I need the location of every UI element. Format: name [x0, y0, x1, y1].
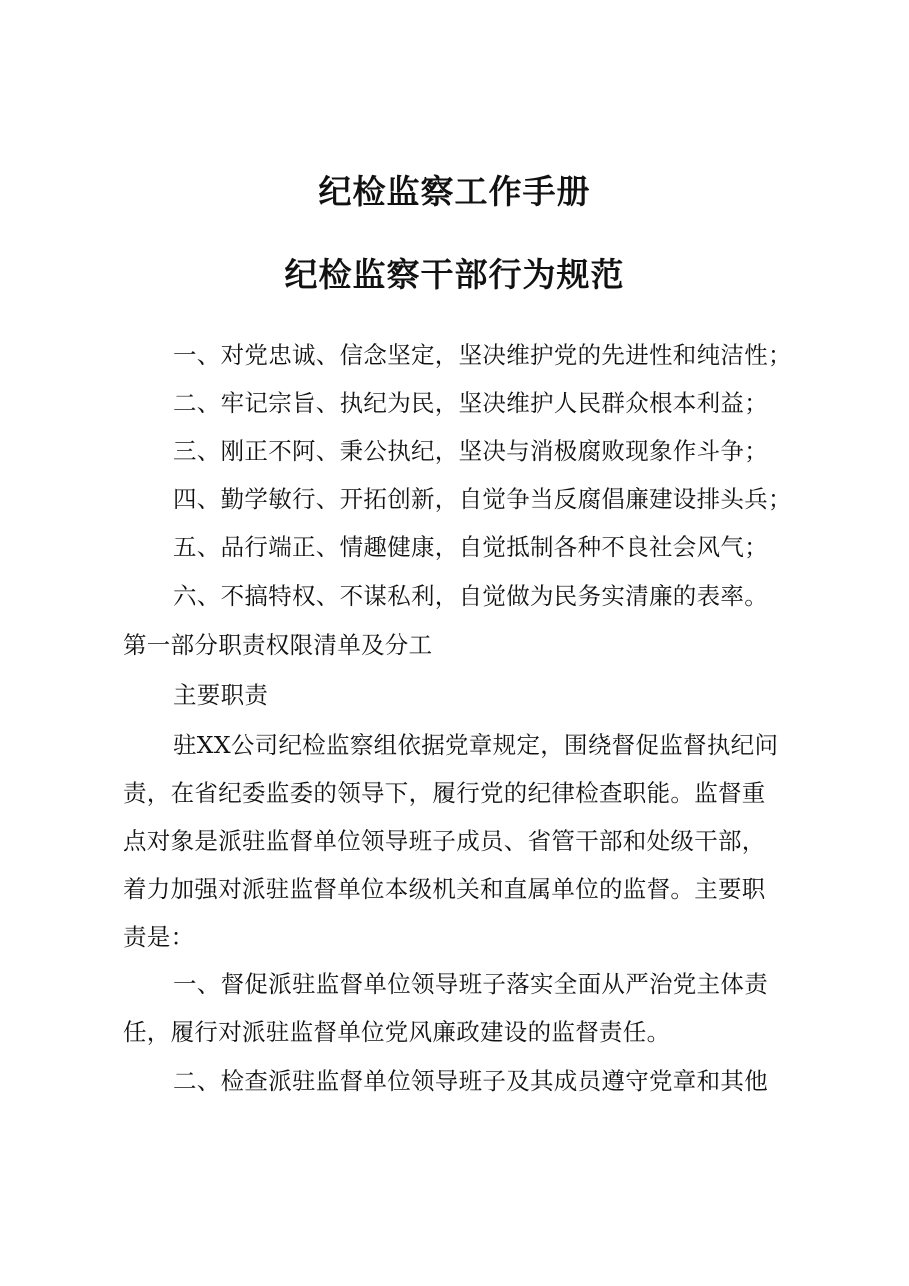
- section-heading: 第一部分职责权限清单及分工: [123, 631, 433, 659]
- norm-line-6: 六、不搞特权、不谋私利，自觉做为民务实清廉的表率。: [173, 582, 768, 610]
- norm-line-3: 三、刚正不阿、秉公执纪，坚决与消极腐败现象作斗争；: [173, 437, 768, 465]
- norm-line-4: 四、勤学敏行、开拓创新，自觉争当反腐倡廉建设排头兵；: [173, 485, 792, 513]
- duty-line-2: 任，履行对派驻监督单位党风廉政建设的监督责任。: [123, 1018, 671, 1046]
- intro-line-2: 责，在省纪委监委的领导下，履行党的纪律检查职能。监督重: [123, 779, 766, 807]
- document-title: 纪检监察工作手册: [318, 172, 591, 211]
- document-subtitle: 纪检监察干部行为规范: [284, 255, 625, 294]
- intro-line-3: 点对象是派驻监督单位领导班子成员、省管干部和处级干部，: [123, 827, 766, 855]
- norm-line-5: 五、品行端正、情趣健康，自觉抵制各种不良社会风气；: [173, 533, 768, 561]
- duty-line-3: 二、检查派驻监督单位领导班子及其成员遵守党章和其他: [173, 1067, 768, 1095]
- norm-line-1: 一、对党忠诚、信念坚定，坚决维护党的先进性和纯洁性；: [173, 341, 792, 369]
- intro-line-1: 驻XX公司纪检监察组依据党章规定，围绕督促监督执纪问: [173, 731, 779, 759]
- intro-line-5: 责是：: [123, 923, 195, 951]
- duty-line-1: 一、督促派驻监督单位领导班子落实全面从严治党主体责: [173, 970, 768, 998]
- norm-line-2: 二、牢记宗旨、执纪为民，坚决维护人民群众根本利益；: [173, 389, 768, 417]
- sub-heading: 主要职责: [173, 681, 269, 709]
- intro-line-4: 着力加强对派驻监督单位本级机关和直属单位的监督。主要职: [123, 875, 766, 903]
